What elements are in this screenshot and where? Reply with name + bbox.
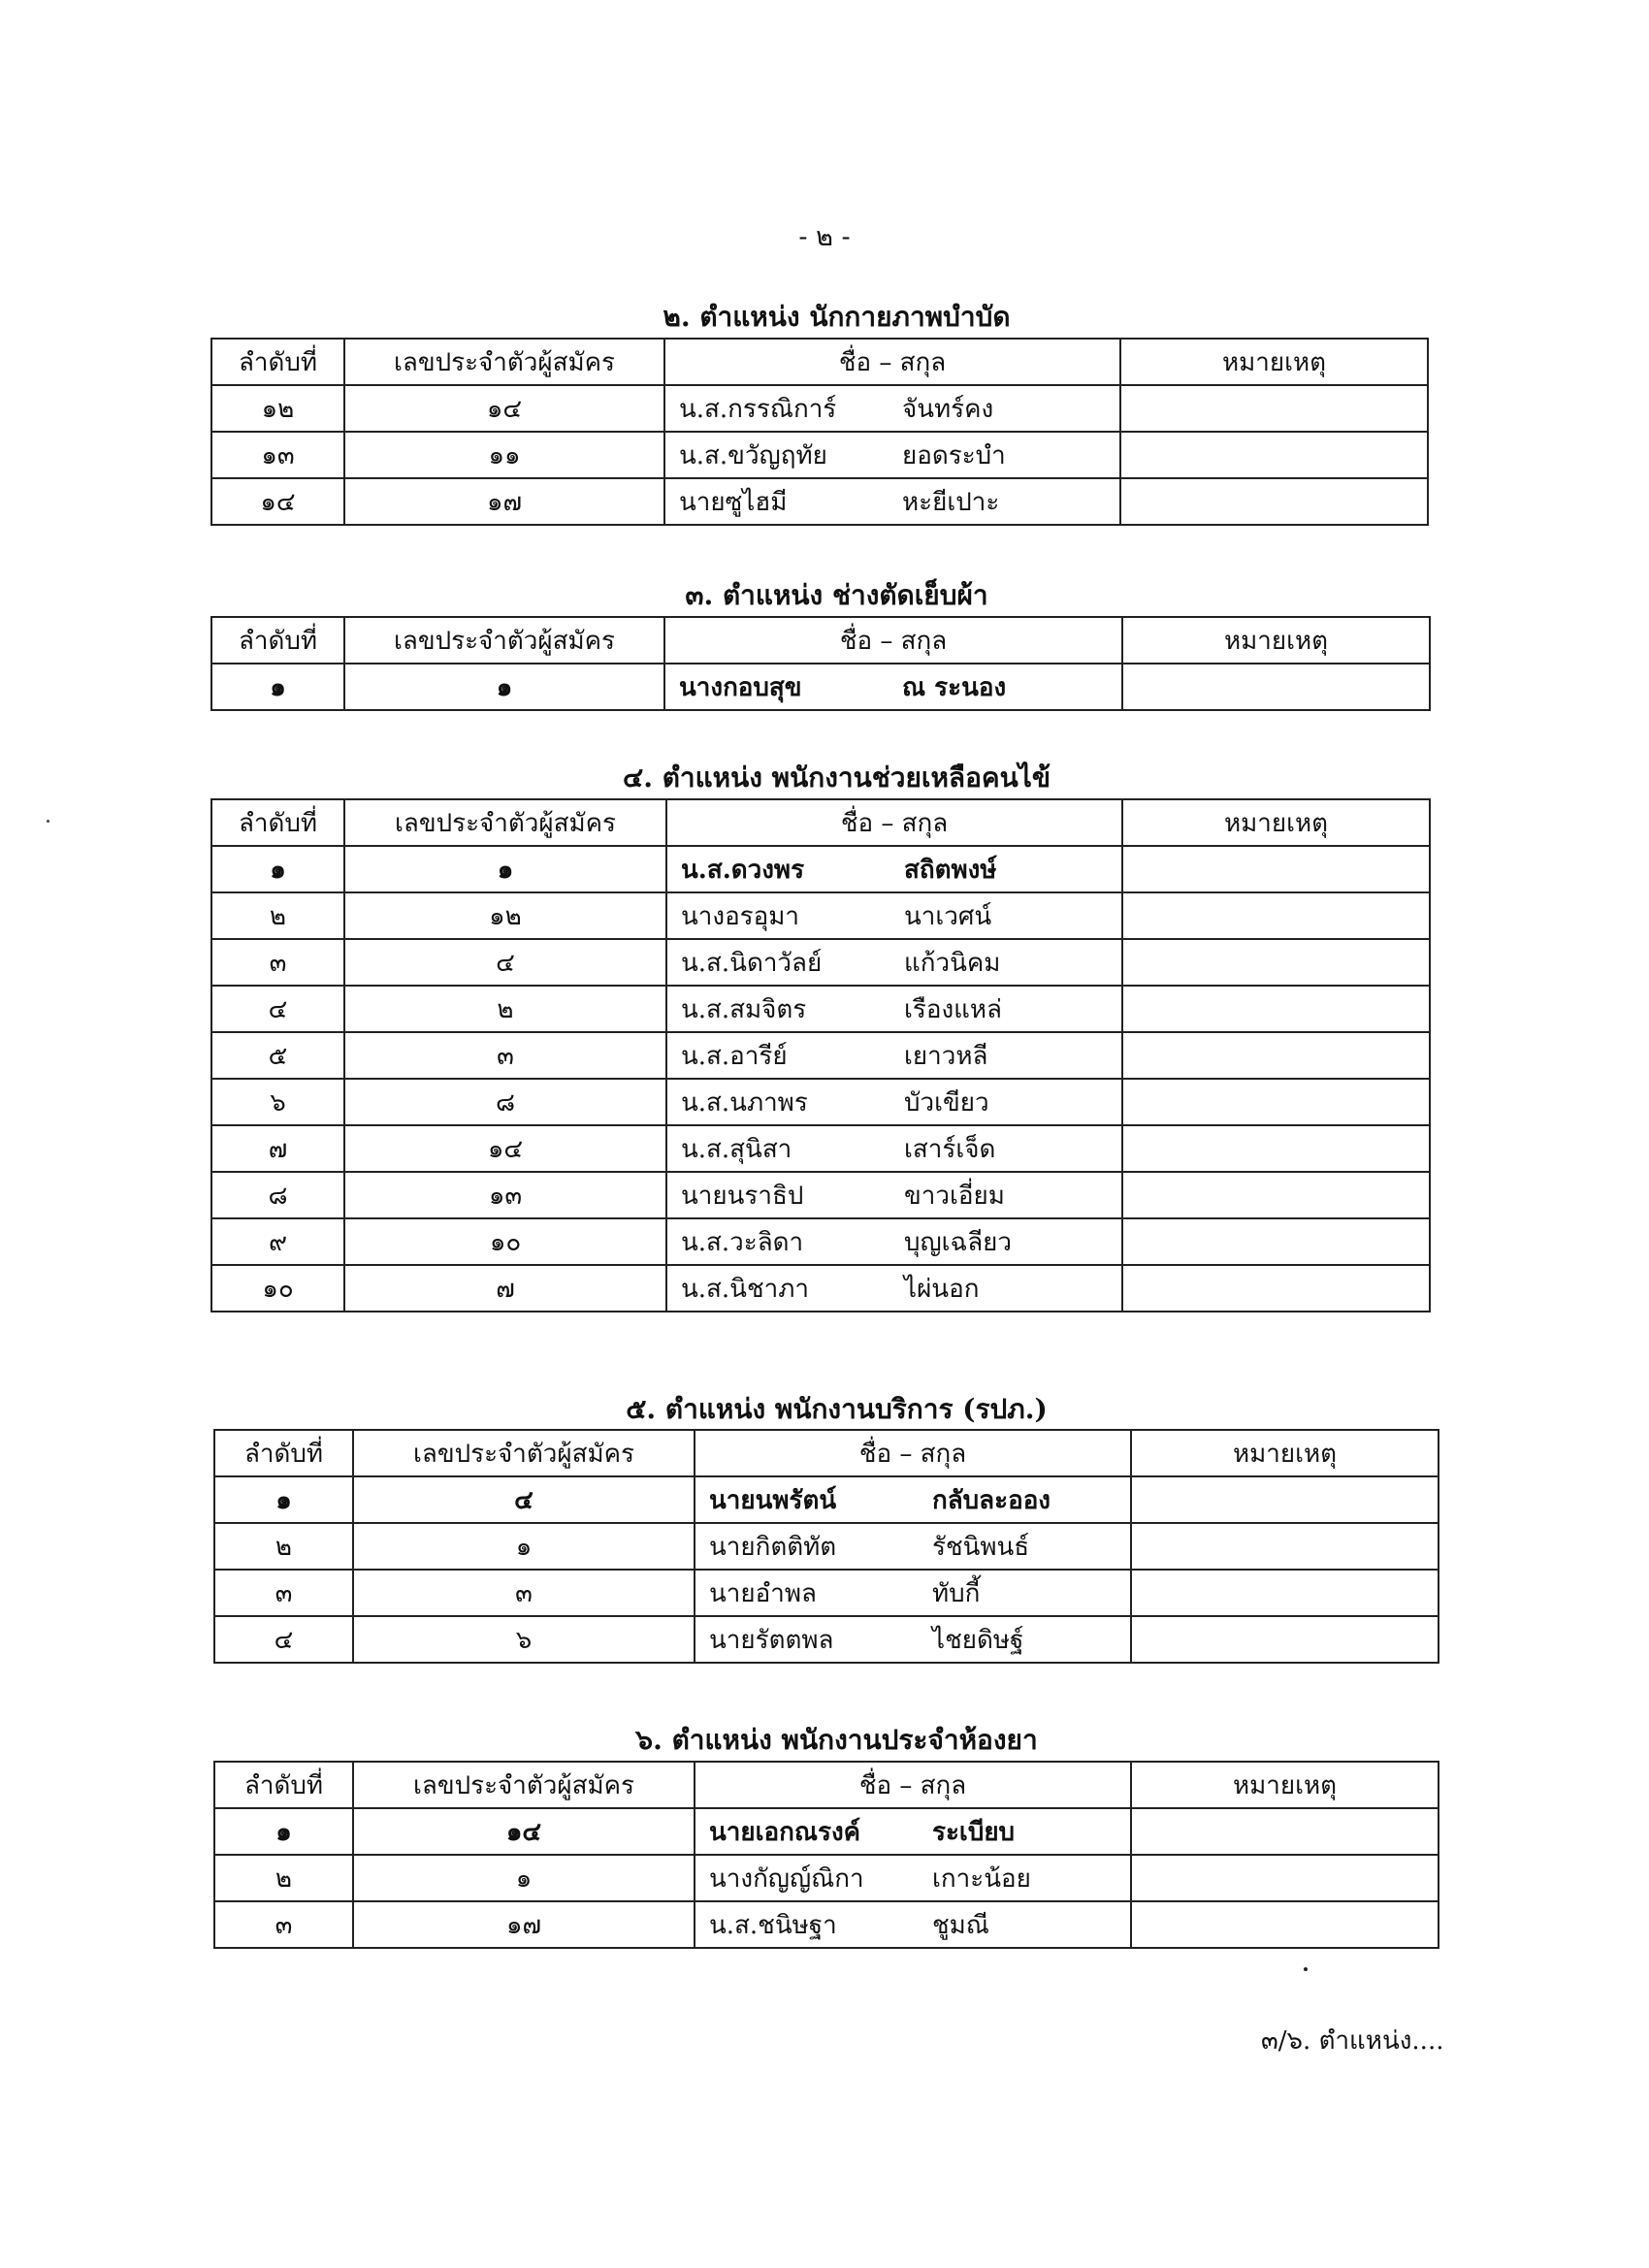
first-name: น.ส.อารีย์ [681, 1041, 788, 1071]
applicant-id-cell: ๑๑ [344, 432, 664, 478]
order-cell: ๑๒ [211, 385, 344, 432]
remark-cell [1120, 432, 1428, 478]
name-cell [666, 1032, 1122, 1079]
order-cell: ๖ [211, 1079, 344, 1125]
continuation-note: ๓/๖. ตำแหน่ง.... [1261, 2026, 1444, 2056]
table-row [211, 1265, 1430, 1312]
first-name: น.ส.สุนิสา [681, 1134, 792, 1164]
last-name: ขาวเอี่ยม [904, 1181, 1005, 1211]
first-name: นายเอกณรงค์ [709, 1817, 861, 1847]
last-name: ณ ระนอง [902, 672, 1007, 702]
section-title-text: ๓. ตำแหน่ง ช่างตัดเย็บผ้า [685, 579, 988, 611]
remark-cell [1122, 1265, 1430, 1312]
first-name: นางอรอุมา [681, 901, 800, 931]
last-name: บัวเขียว [904, 1087, 989, 1118]
name-cell [666, 892, 1122, 939]
name-cell [664, 478, 1120, 525]
remark-cell [1131, 1476, 1439, 1523]
order-cell: ๑ [214, 1476, 353, 1523]
table-row [214, 1808, 1439, 1855]
applicant-id-cell: ๔ [353, 1476, 695, 1523]
name-cell [695, 1476, 1131, 1523]
stray-dot [1304, 1967, 1308, 1971]
name-cell [695, 1523, 1131, 1570]
remark-cell [1122, 1079, 1430, 1125]
remark-cell [1122, 1172, 1430, 1218]
applicant-id-cell: ๑ [344, 846, 666, 892]
order-cell: ๘ [211, 1172, 344, 1218]
remark-cell [1122, 846, 1430, 892]
table-header-row [211, 339, 1428, 385]
header-applicant-id: เลขประจำตัวผู้สมัคร [353, 1762, 695, 1808]
last-name: หะยีเปาะ [902, 487, 1000, 517]
table-row [211, 432, 1428, 478]
last-name: ยอดระบำ [902, 440, 1006, 470]
last-name: ทับกี้ [932, 1578, 981, 1608]
name-cell [666, 846, 1122, 892]
header-remark: หมายเหตุ [1131, 1430, 1439, 1476]
last-name: เกาะน้อย [932, 1863, 1031, 1894]
first-name: นางกอบสุข [679, 672, 802, 702]
order-cell: ๓ [214, 1901, 353, 1948]
first-name: น.ส.สมจิตร [681, 994, 807, 1024]
section-title-text: ๖. ตำแหน่ง พนักงานประจำห้องยา [635, 1724, 1038, 1756]
remark-cell [1120, 478, 1428, 525]
first-name: น.ส.ขวัญฤทัย [679, 440, 827, 470]
remark-cell [1122, 986, 1430, 1032]
section-title [0, 296, 1649, 339]
name-cell [695, 1616, 1131, 1663]
first-name: น.ส.ชนิษฐา [709, 1910, 837, 1940]
applicant-id-cell: ๑ [344, 664, 664, 710]
first-name: น.ส.ดวงพร [681, 855, 805, 885]
applicant-id-cell: ๑ [353, 1855, 695, 1901]
first-name: น.ส.นภาพร [681, 1087, 808, 1118]
header-order: ลำดับที่ [214, 1762, 353, 1808]
name-cell [664, 385, 1120, 432]
order-cell: ๑๐ [211, 1265, 344, 1312]
table-row [211, 846, 1430, 892]
name-cell [666, 1218, 1122, 1265]
header-order: ลำดับที่ [211, 339, 344, 385]
table-row [211, 892, 1430, 939]
remark-cell [1122, 1032, 1430, 1079]
last-name: ไชยดิษฐ์ [932, 1625, 1024, 1655]
last-name: ไผ่นอก [904, 1274, 980, 1304]
applicant-id-cell: ๓ [353, 1570, 695, 1616]
header-remark: หมายเหตุ [1131, 1762, 1439, 1808]
stray-dot-left [47, 820, 49, 823]
name-cell [695, 1808, 1131, 1855]
remark-cell [1122, 892, 1430, 939]
applicant-id-cell: ๑๗ [344, 478, 664, 525]
last-name: จันทร์คง [902, 394, 994, 424]
section-title-text: ๒. ตำแหน่ง นักกายภาพบำบัด [663, 301, 1011, 333]
table-row [211, 385, 1428, 432]
applicant-id-cell: ๑๔ [344, 1125, 666, 1172]
last-name: แก้วนิคม [904, 948, 1001, 978]
applicant-table [213, 1429, 1439, 1664]
order-cell: ๒ [214, 1855, 353, 1901]
applicant-table [213, 1761, 1439, 1949]
header-applicant-id: เลขประจำตัวผู้สมัคร [344, 799, 666, 846]
name-cell [666, 1125, 1122, 1172]
table-row [211, 1125, 1430, 1172]
table-header-row [214, 1430, 1439, 1476]
remark-cell [1122, 939, 1430, 986]
first-name: นายกิตติทัต [709, 1532, 837, 1562]
last-name: นาเวศน์ [904, 901, 992, 931]
name-cell [664, 664, 1122, 710]
name-cell [695, 1901, 1131, 1948]
header-order: ลำดับที่ [211, 617, 344, 664]
remark-cell [1122, 1218, 1430, 1265]
applicant-id-cell: ๑ [353, 1523, 695, 1570]
last-name: ระเบียบ [932, 1817, 1016, 1847]
header-remark: หมายเหตุ [1122, 799, 1430, 846]
order-cell: ๔ [211, 986, 344, 1032]
first-name: น.ส.กรรณิการ์ [679, 394, 837, 424]
header-name: ชื่อ – สกุล [664, 617, 1122, 664]
header-name: ชื่อ – สกุล [695, 1762, 1131, 1808]
section-title [0, 574, 1649, 617]
order-cell: ๓ [214, 1570, 353, 1616]
applicant-id-cell: ๖ [353, 1616, 695, 1663]
table-row [214, 1476, 1439, 1523]
last-name: บุญเฉลียว [904, 1227, 1013, 1257]
applicant-id-cell: ๒ [344, 986, 666, 1032]
order-cell: ๕ [211, 1032, 344, 1079]
table-row [214, 1901, 1439, 1948]
order-cell: ๗ [211, 1125, 344, 1172]
header-order: ลำดับที่ [214, 1430, 353, 1476]
table-header-row [211, 617, 1430, 664]
applicant-table [210, 616, 1431, 711]
order-cell: ๑๓ [211, 432, 344, 478]
table-row [214, 1523, 1439, 1570]
order-cell: ๒ [214, 1523, 353, 1570]
table-row [211, 1032, 1430, 1079]
remark-cell [1120, 385, 1428, 432]
table-header-row [214, 1762, 1439, 1808]
order-cell: ๔ [214, 1616, 353, 1663]
remark-cell [1131, 1570, 1439, 1616]
table-row [211, 664, 1430, 710]
first-name: นายซูไฮมี [679, 487, 788, 517]
remark-cell [1131, 1523, 1439, 1570]
remark-cell [1122, 664, 1430, 710]
header-name: ชื่อ – สกุล [695, 1430, 1131, 1476]
remark-cell [1122, 1125, 1430, 1172]
last-name: รัชนิพนธ์ [932, 1532, 1030, 1562]
header-name: ชื่อ – สกุล [666, 799, 1122, 846]
table-row [214, 1570, 1439, 1616]
header-applicant-id: เลขประจำตัวผู้สมัคร [353, 1430, 695, 1476]
applicant-id-cell: ๑๓ [344, 1172, 666, 1218]
order-cell: ๑ [211, 846, 344, 892]
order-cell: ๙ [211, 1218, 344, 1265]
remark-cell [1131, 1808, 1439, 1855]
last-name: เยาวหลี [904, 1041, 988, 1071]
header-order: ลำดับที่ [211, 799, 344, 846]
applicant-table [210, 338, 1429, 526]
name-cell [666, 1079, 1122, 1125]
name-cell [664, 432, 1120, 478]
section-title [0, 1719, 1649, 1762]
first-name: นายรัตตพล [709, 1625, 834, 1655]
table-row [214, 1616, 1439, 1663]
first-name: น.ส.นิดาวัลย์ [681, 948, 823, 978]
applicant-id-cell: ๑๒ [344, 892, 666, 939]
table-row [211, 939, 1430, 986]
header-applicant-id: เลขประจำตัวผู้สมัคร [344, 339, 664, 385]
section-title [0, 757, 1649, 799]
order-cell: ๓ [211, 939, 344, 986]
name-cell [695, 1855, 1131, 1901]
page-number: - ๒ - [798, 222, 851, 252]
table-header-row [211, 799, 1430, 846]
name-cell [666, 939, 1122, 986]
applicant-id-cell: ๓ [344, 1032, 666, 1079]
first-name: นางกัญญ์ณิกา [709, 1863, 864, 1894]
first-name: นายนพรัตน์ [709, 1485, 837, 1515]
remark-cell [1131, 1901, 1439, 1948]
first-name: นายอำพล [709, 1578, 817, 1608]
name-cell [666, 1172, 1122, 1218]
header-remark: หมายเหตุ [1120, 339, 1428, 385]
applicant-id-cell: ๑๔ [344, 385, 664, 432]
applicant-id-cell: ๗ [344, 1265, 666, 1312]
last-name: เรืองแหล่ [904, 994, 1002, 1024]
order-cell: ๑๔ [211, 478, 344, 525]
table-row [211, 986, 1430, 1032]
header-remark: หมายเหตุ [1122, 617, 1430, 664]
remark-cell [1131, 1616, 1439, 1663]
table-row [214, 1855, 1439, 1901]
table-row [211, 1218, 1430, 1265]
section-title-text: ๕. ตำแหน่ง พนักงานบริการ (รปภ.) [626, 1393, 1048, 1425]
table-row [211, 478, 1428, 525]
name-cell [695, 1570, 1131, 1616]
last-name: ชูมณี [932, 1910, 989, 1940]
first-name: นายนราธิป [681, 1181, 804, 1211]
applicant-id-cell: ๑๔ [353, 1808, 695, 1855]
header-name: ชื่อ – สกุล [664, 339, 1120, 385]
applicant-table [210, 798, 1431, 1312]
last-name: เสาร์เจ็ด [904, 1134, 996, 1164]
order-cell: ๑ [214, 1808, 353, 1855]
order-cell: ๑ [211, 664, 344, 710]
header-applicant-id: เลขประจำตัวผู้สมัคร [344, 617, 664, 664]
first-name: น.ส.วะลิดา [681, 1227, 804, 1257]
section-title-text: ๔. ตำแหน่ง พนักงานช่วยเหลือคนไข้ [623, 761, 1051, 794]
last-name: กลับละออง [932, 1485, 1051, 1515]
name-cell [666, 1265, 1122, 1312]
name-cell [666, 986, 1122, 1032]
first-name: น.ส.นิชาภา [681, 1274, 809, 1304]
applicant-id-cell: ๘ [344, 1079, 666, 1125]
remark-cell [1131, 1855, 1439, 1901]
table-row [211, 1079, 1430, 1125]
applicant-id-cell: ๑๐ [344, 1218, 666, 1265]
applicant-id-cell: ๔ [344, 939, 666, 986]
order-cell: ๒ [211, 892, 344, 939]
applicant-id-cell: ๑๗ [353, 1901, 695, 1948]
section-title [0, 1388, 1649, 1431]
table-row [211, 1172, 1430, 1218]
last-name: สถิตพงษ์ [904, 855, 997, 885]
